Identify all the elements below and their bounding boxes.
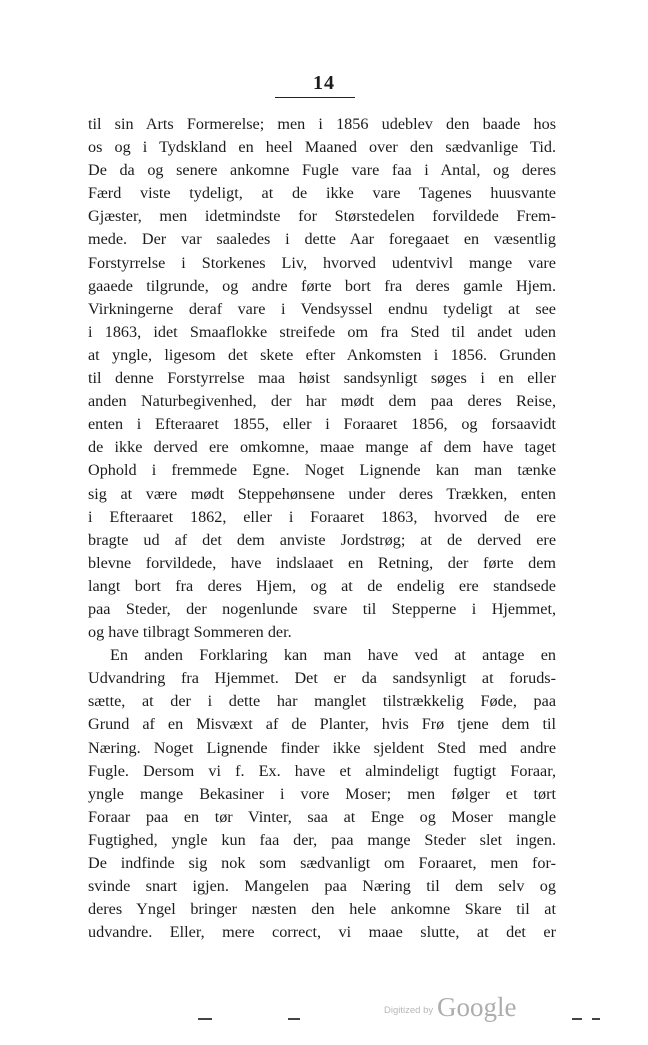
text-line: til denne Forstyrrelse maa høist sandsynligt søges i en eller [88,369,556,388]
text-line: og have tilbragt Sommeren der. [88,623,292,642]
text-line: Næring. Noget Lignende finder ikke sjeldent Sted med andre [88,738,556,757]
text-line: i 1863, idet Smaaflokke streifede om fra Sted til andet uden [88,322,556,341]
text-line: Færd viste tydeligt, at de ikke vare Tagenes huusvante [88,184,556,203]
text-line: blevne forvildede, have indslaaet en Retning, der førte dem [88,553,556,572]
text-line: udvandre. Eller, mere correct, vi maae slutte, at det er [88,923,556,942]
text-line: sætte, at der i dette har manglet tilstrækkelig Føde, paa [88,692,556,711]
text-line: En anden Forklaring kan man have ved at antage en [110,646,556,665]
text-line: De indfinde sig nok som sædvanligt om Foraaret, men for- [88,854,556,872]
text-line: Fugtighed, yngle kun faa der, paa mange Steder slet ingen. [88,830,556,849]
text-line: gaaede tilgrunde, og andre førte bort fra deres gamle Hjem. [88,276,556,295]
text-line: Forstyrrelse i Storkenes Liv, hvorved udentvivl mange vare [88,253,556,272]
watermark-brand: Google [437,992,517,1022]
text-line: i Efteraaret 1862, eller i Foraaret 1863, hvorved de ere [88,507,556,526]
body-text [88,113,556,944]
footer-mark [288,1018,300,1020]
text-line: mede. Der var saaledes i dette Aar foregaaet en væsentlig [88,230,556,249]
text-line: Foraar paa en tør Vinter, saa at Enge og Moser mangle [88,807,556,826]
watermark-prefix: Digitized by [384,1005,434,1016]
text-line: langt bort fra deres Hjem, og at de endelig ere standsede [88,576,556,595]
footer-mark [572,1018,582,1020]
text-line: til sin Arts Formerelse; men i 1856 udeblev den baade hos [88,115,556,133]
footer-mark [592,1018,600,1020]
text-line: os og i Tydskland en heel Maaned over den sædvanlige Tid. [88,138,556,157]
text-line: enten i Efteraaret 1855, eller i Foraaret 1856, og forsaavidt [88,415,556,434]
page-number: 14 [313,72,335,94]
text-line: Grund af en Misvæxt af de Planter, hvis Frø tjene dem til [88,715,556,734]
text-line: Udvandring fra Hjemmet. Det er da sandsynligt at foruds- [88,669,556,688]
text-line: Fugle. Dersom vi f. Ex. have et almindeligt fugtigt Foraar, [88,761,556,780]
text-line: De da og senere ankomne Fugle vare faa i Antal, og deres [88,161,556,180]
text-line: sig at være mødt Steppehønsene under deres Trækken, enten [88,484,556,503]
text-line: bragte ud af det dem anviste Jordstrøg; at de derved ere [88,530,556,549]
text-line: anden Naturbegivenhed, der har mødt dem paa deres Reise, [88,392,556,411]
text-line: deres Yngel bringer næsten den hele ankomne Skare til at [88,900,556,919]
text-line: Gjæster, men idetmindste for Størstedelen forvildede Frem- [88,207,556,226]
text-line: at yngle, ligesom det skete efter Ankomsten i 1856. Grunden [88,345,556,364]
footer-mark [198,1018,212,1020]
text-line: paa Steder, der nogenlunde svare til Stepperne i Hjemmet, [88,599,556,618]
page-number-rule [275,97,355,98]
text-line: yngle mange Bekasiner i vore Moser; men følger et tørt [88,784,556,803]
text-line: Ophold i fremmede Egne. Noget Lignende kan man tænke [88,461,556,480]
text-line: de ikke derved ere omkomne, maae mange af dem have taget [88,438,556,457]
text-line: Virkningerne deraf vare i Vendsyssel endnu tydeligt at see [88,299,556,318]
digitized-watermark [384,992,544,1024]
text-line: svinde snart igjen. Mangelen paa Næring til dem selv og [88,877,556,896]
